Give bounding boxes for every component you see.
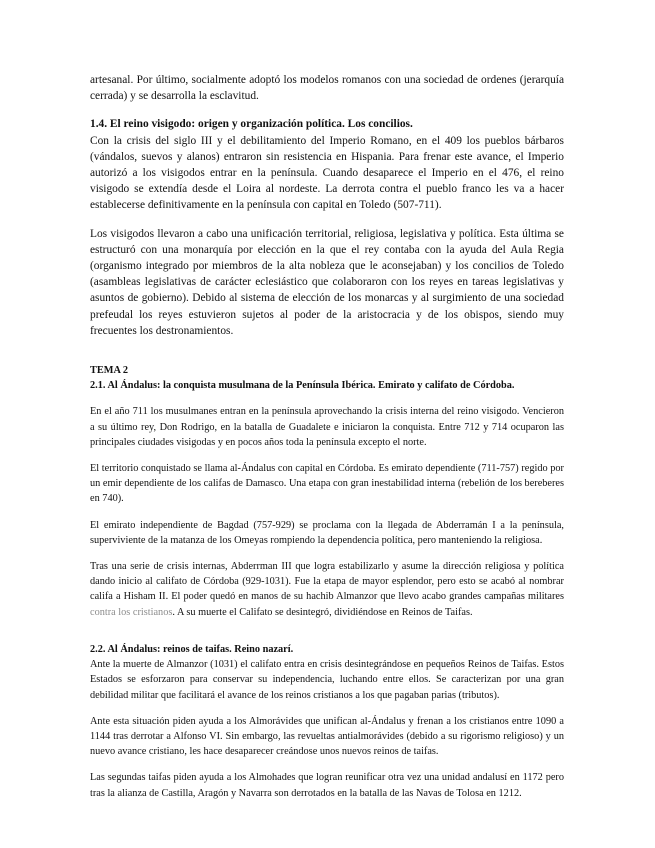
paragraph-2-1-d	[90, 559, 564, 620]
paragraph-2-2-a: Ante la muerte de Almanzor (1031) el califato entra en crisis desintegrándose en pequeños Reinos de Taifas. Estos Estados se esforzaron para conservar su independencia, luchando entre ellos. Se caracterizan por una gran debilidad militar que facilitará el avance de los reinos cristianos a los que pagaban parias (tributos).	[90, 659, 564, 701]
paragraph-2-2-c: Las segundas taifas piden ayuda a los Almohades que logran reunificar otra vez una unidad andalusí en 1172 pero tras la alianza de Castilla, Aragón y Navarra son derrotados en la batalla de las Navas de Tolosa en 1212.	[90, 772, 564, 799]
paragraph-2-1-d-text: Tras una serie de crisis internas, Abderrman III que logra estabilizarlo y asume la dirección religiosa y política dando inicio al califato de Córdoba (929-1031). Fue la etapa de mayor esplendor, pero esto se acabó al nombrar califa a Hisham II. El poder quedó en manos de su hachib Almanzor que llevo acabo grandes campañas militares	[90, 561, 564, 603]
document-page	[90, 72, 564, 801]
tema-label: TEMA 2	[90, 365, 129, 377]
paragraph-2-1-b: El territorio conquistado se llama al-Ándalus con capital en Córdoba. Es emirato dependiente (711-757) regido por un emir dependiente de los califas de Damasco. Una etapa con gran inestabilidad interna (rebelión de los bereberes en 740).	[90, 463, 564, 505]
paragraph-1-4-b: Los visigodos llevaron a cabo una unificación territorial, religiosa, legislativa y política. Esta última se estructuró con una monarquía por elección en la que el rey contaba con la ayuda del Aula Regia (organismo integrado por miembros de la alta nobleza que le aconsejaban) y los concilios de Toledo (asambleas legislativas de carácter eclesiástico que colaboraron con los reyes en tareas legislativas y asuntos de gobierno). Debido al sistema de elección de los monarcas y al surgimiento de una sociedad prefeudal los reyes estuvieron sujetos al poder de la aristocracia y de los obispos, siendo muy frecuentes los destronamientos.	[90, 227, 564, 337]
section-heading-2-2: 2.2. Al Ándalus: reinos de taifas. Reino nazarí.	[90, 643, 294, 655]
cristianos-link[interactable]: contra los cristianos	[90, 606, 173, 618]
intro-paragraph: artesanal. Por último, socialmente adoptó los modelos romanos con una sociedad de ordenes (jerarquía cerrada) y se desarrolla la esclavitud.	[90, 74, 564, 103]
paragraph-2-1-c: El emirato independiente de Bagdad (757-929) se proclama con la llegada de Abderramán I a la península, superviviente de la matanza de los Omeyas rompiendo la dependencia política, pero manteniendo la religiosa.	[90, 519, 564, 546]
paragraph-2-1-a: En el año 711 los musulmanes entran en la península aprovechando la crisis interna del reino visigodo. Vencieron a su último rey, Don Rodrigo, en la batalla de Guadalete e iniciaron la conquista. Entre 712 y 714 ocuparon las principales ciudades visigodas y en pocos años toda la península excepto el norte.	[90, 406, 564, 448]
section-heading-2-1: 2.1. Al Ándalus: la conquista musulmana de la Península Ibérica. Emirato y califato de Córdoba.	[90, 380, 515, 392]
paragraph-1-4-a: Con la crisis del siglo III y el debilitamiento del Imperio Romano, en el 409 los pueblos bárbaros (vándalos, suevos y alanos) entraron sin resistencia en Hispania. Para frenar este avance, el Imperio autorizó a los visigodos entrar en la península. Cuando desaparece el Imperio en el 476, el reino visigodo se extendía desde el Loira al nordeste. La derrota contra el pueblo franco les va a hacer establecerse definitivamente en la península con capital en Toledo (507-711).	[90, 134, 564, 212]
paragraph-2-1-d-end: . A su muerte el Califato se desintegró, dividiéndose en Reinos de Taifas.	[172, 606, 473, 618]
section-heading-1-4: 1.4. El reino visigodo: origen y organización política. Los concilios.	[90, 118, 413, 131]
paragraph-2-2-b: Ante esta situación piden ayuda a los Almorávides que unifican al-Ándalus y frenan a los cristianos entre 1090 a 1144 tras derrotar a Alfonso VI. Sin embargo, las revueltas antialmorávides (debido a su rigorismo religioso) y un nuevo avance cristiano, les hace desaparecer creándose unos nuevos reinos de taifas.	[90, 715, 564, 758]
